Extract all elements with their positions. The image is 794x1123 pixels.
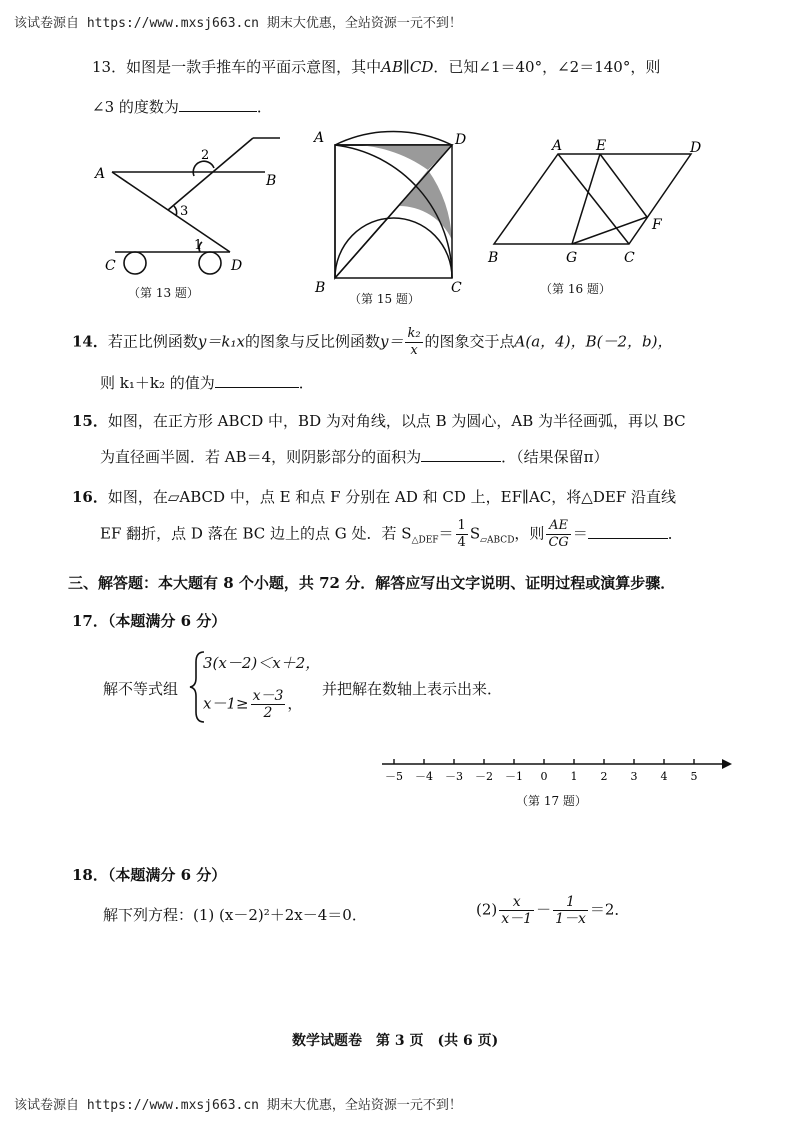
q14-line2: 则 k₁＋k₂ 的值为 ． xyxy=(100,374,314,392)
q16-line1: 16．如图，在▱ABCD 中，点 E 和点 F 分别在 AD 和 CD 上，EF∥AC，将△DEF 沿直线 xyxy=(72,488,676,506)
number-line-tick-label: 0 xyxy=(540,770,548,783)
fig13-label-D: D xyxy=(231,258,243,274)
fig15-shade-top xyxy=(346,145,452,170)
fig13-label-A: A xyxy=(95,166,106,182)
number-line-tick-label: －5 xyxy=(385,770,403,783)
answer-blank-16[interactable] xyxy=(588,524,668,539)
fig13-wheel-right xyxy=(199,252,221,274)
figure-13 xyxy=(90,130,290,280)
q15-line2: 为直径画半圆．若 AB＝4，则阴影部分的面积为 ．（结果保留π） xyxy=(100,448,609,466)
fig16-line-gf xyxy=(572,217,647,244)
q17-head: 17．（本题满分 6 分） xyxy=(72,612,227,630)
q16-line2: EF 翻折，点 D 落在 BC 边上的点 G 处．若 $S_{\triangle DEF}=$ $\frac{1}{4}$ $S_{▱ABCD}$，则 $\frac{AE}{CG}$ ＝ ． xyxy=(100,518,683,550)
fig16-diagonal-ac xyxy=(558,154,629,244)
fig15-caption: （第 15 题） xyxy=(349,292,420,306)
fig17-caption: （第 17 题） xyxy=(516,794,587,808)
fig15-semicircle xyxy=(335,218,452,278)
fig16-line-eg xyxy=(572,154,600,244)
number-line-tick-label: 4 xyxy=(660,770,668,783)
fig16-line-ef xyxy=(600,154,647,217)
fig13-label-1: 1 xyxy=(194,238,203,253)
number-line-tick-label: 5 xyxy=(690,770,698,783)
fig16-label-B: B xyxy=(488,250,499,266)
q17-lead: 解不等式组 xyxy=(103,680,179,698)
q17-ineq2-fraction: $\frac{x-3}{2}$ xyxy=(252,688,284,721)
q16-ratio: $\frac{AE}{CG}$ xyxy=(548,518,569,550)
watermark-bottom: 该试卷源自 https://www.mxsj663.cn 期末大优惠，全站资源一元不到！ xyxy=(14,1098,462,1113)
number-line xyxy=(378,752,738,788)
q18-fraction-1: $\frac{x}{x-1}$ xyxy=(501,894,533,927)
fig13-wheel-left xyxy=(124,252,146,274)
answer-blank-14[interactable] xyxy=(215,373,299,388)
fig13-label-B: B xyxy=(266,173,277,189)
fig15-label-D: D xyxy=(455,132,467,148)
fig16-label-A: A xyxy=(552,138,563,154)
number-line-arrow xyxy=(722,759,732,769)
q18-fraction-2: $\frac{1}{1-x}$ xyxy=(555,894,586,927)
fig15-label-A: A xyxy=(314,130,325,146)
fig16-label-F: F xyxy=(652,217,662,233)
answer-blank-13[interactable] xyxy=(179,97,257,112)
number-line-tick-label: 1 xyxy=(570,770,578,783)
fig13-label-2: 2 xyxy=(201,148,210,163)
section3-title: 三、解答题：本大题有 8 个小题，共 72 分．解答应写出文字说明、证明过程或演算步骤． xyxy=(68,574,676,592)
fig16-label-D: D xyxy=(690,140,702,156)
fig13-label-3: 3 xyxy=(180,204,189,219)
q13-line2: ∠3 的度数为 ． xyxy=(92,98,272,116)
q18-part2: (2) $\frac{x}{x-1}$ － $\frac{1}{1-x}$ ＝2． xyxy=(476,894,630,927)
fig13-handle xyxy=(168,138,253,210)
q17-tail: 并把解在数轴上表示出来． xyxy=(322,680,503,698)
fig16-label-E: E xyxy=(596,138,607,154)
q18-part1: 解下列方程：(1) (x－2)²＋2x－4＝0． xyxy=(103,906,367,924)
fig13-label-C: C xyxy=(105,258,116,274)
figure-16 xyxy=(484,138,724,273)
q13-line1: 13．如图是一款手推车的平面示意图，其中AB∥CD．已知∠1＝40°，∠2＝140°，则 xyxy=(92,58,661,76)
q16-fraction-quarter: $\frac{1}{4}$ xyxy=(457,518,466,550)
q17-ineq2: x－1≥ $\frac{x-3}{2}$ ， xyxy=(203,688,303,721)
q15-line1: 15．如图，在正方形 ABCD 中，BD 为对角线，以点 B 为圆心，AB 为半径画弧，再以 BC xyxy=(72,412,686,430)
fig16-label-C: C xyxy=(624,250,635,266)
fig16-caption: （第 16 题） xyxy=(540,282,611,296)
fig15-label-C: C xyxy=(451,280,462,296)
watermark-top: 该试卷源自 https://www.mxsj663.cn 期末大优惠，全站资源一元不到！ xyxy=(14,16,462,31)
figure-15 xyxy=(310,130,470,300)
fig16-label-G: G xyxy=(566,250,578,266)
number-line-tick-label: 2 xyxy=(600,770,608,783)
q18-head: 18．（本题满分 6 分） xyxy=(72,866,227,884)
fig13-line-a-to-d xyxy=(112,172,230,252)
number-line-tick-label: －3 xyxy=(445,770,463,783)
number-line-tick-label: －4 xyxy=(415,770,433,783)
q14-line1: 14．若正比例函数y＝k₁x的图象与反比例函数y＝ $\frac{\text{k₂}}{x}$ 的图象交于点A(a，4)，B(－2，b)， xyxy=(72,326,673,358)
fig13-caption: （第 13 题） xyxy=(128,286,199,300)
number-line-tick-label: －1 xyxy=(505,770,523,783)
answer-blank-15[interactable] xyxy=(421,447,501,462)
q14-fraction: $\frac{\text{k₂}}{x}$ xyxy=(407,326,421,358)
number-line-tick-label: 3 xyxy=(630,770,638,783)
fig15-label-B: B xyxy=(315,280,326,296)
number-line-tick-label: －2 xyxy=(475,770,493,783)
page-footer: 数学试题卷 第 3 页 (共 6 页) xyxy=(292,1033,499,1049)
q17-ineq1: 3(x－2)＜x＋2， xyxy=(203,654,321,672)
